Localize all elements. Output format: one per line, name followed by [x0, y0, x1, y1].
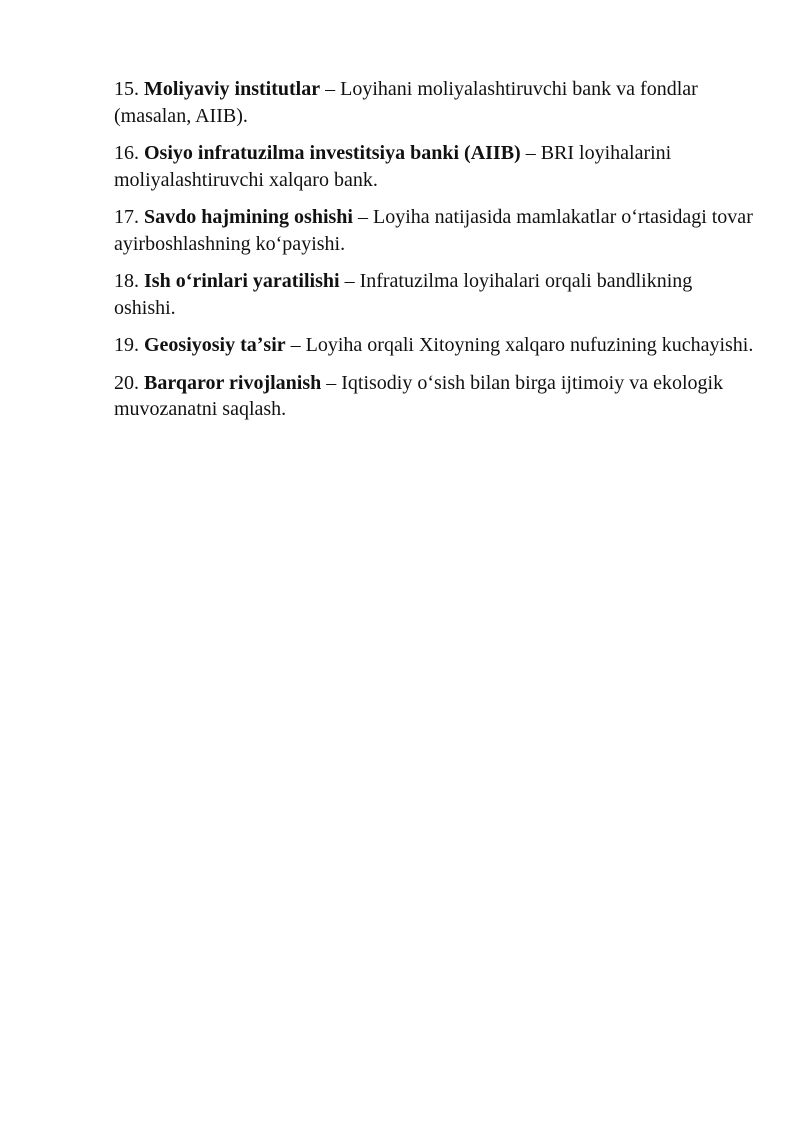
glossary-entry-19: [114, 332, 754, 359]
entry-number: 19.: [114, 334, 139, 356]
glossary-list: [114, 76, 754, 434]
entry-term: Barqaror rivojlanish: [144, 371, 322, 394]
glossary-entry-16: [114, 140, 754, 193]
entry-definition: – Loyiha natijasida mamlakatlar oʻrtasidagi tovar ayirboshlashning koʻpayishi.: [114, 206, 753, 255]
entry-definition: – BRI loyihalarini moliyalashtiruvchi xalqaro bank.: [114, 142, 672, 191]
entry-definition: – Infratuzilma loyihalari orqali bandlikning oshishi.: [114, 270, 693, 319]
entry-number: 15.: [114, 78, 139, 100]
entry-number: 20.: [114, 371, 139, 394]
glossary-entry-20: [114, 370, 754, 423]
glossary-entry-15: [114, 76, 754, 129]
entry-definition: – Loyihani moliyalashtiruvchi bank va fondlar (masalan, AIIB).: [114, 78, 698, 127]
glossary-entry-17: [114, 204, 754, 257]
entry-number: 17.: [114, 206, 139, 228]
entry-number: 16.: [114, 142, 139, 164]
entry-term: Moliyaviy institutlar: [144, 78, 321, 100]
entry-term: Ish oʻrinlari yaratilishi: [144, 270, 340, 292]
glossary-entry-18: [114, 268, 754, 321]
entry-number: 18.: [114, 270, 139, 292]
entry-term: Geosiyosiy taʼsir: [144, 334, 286, 356]
entry-definition: – Loyiha orqali Xitoyning xalqaro nufuzining kuchayishi.: [285, 334, 754, 356]
entry-definition: – Iqtisodiy oʻsish bilan birga ijtimoiy va ekologik muvozanatni saqlash.: [114, 371, 724, 420]
entry-term: Osiyo infratuzilma investitsiya banki (AIIB): [144, 142, 521, 164]
entry-term: Savdo hajmining oshishi: [144, 206, 353, 228]
